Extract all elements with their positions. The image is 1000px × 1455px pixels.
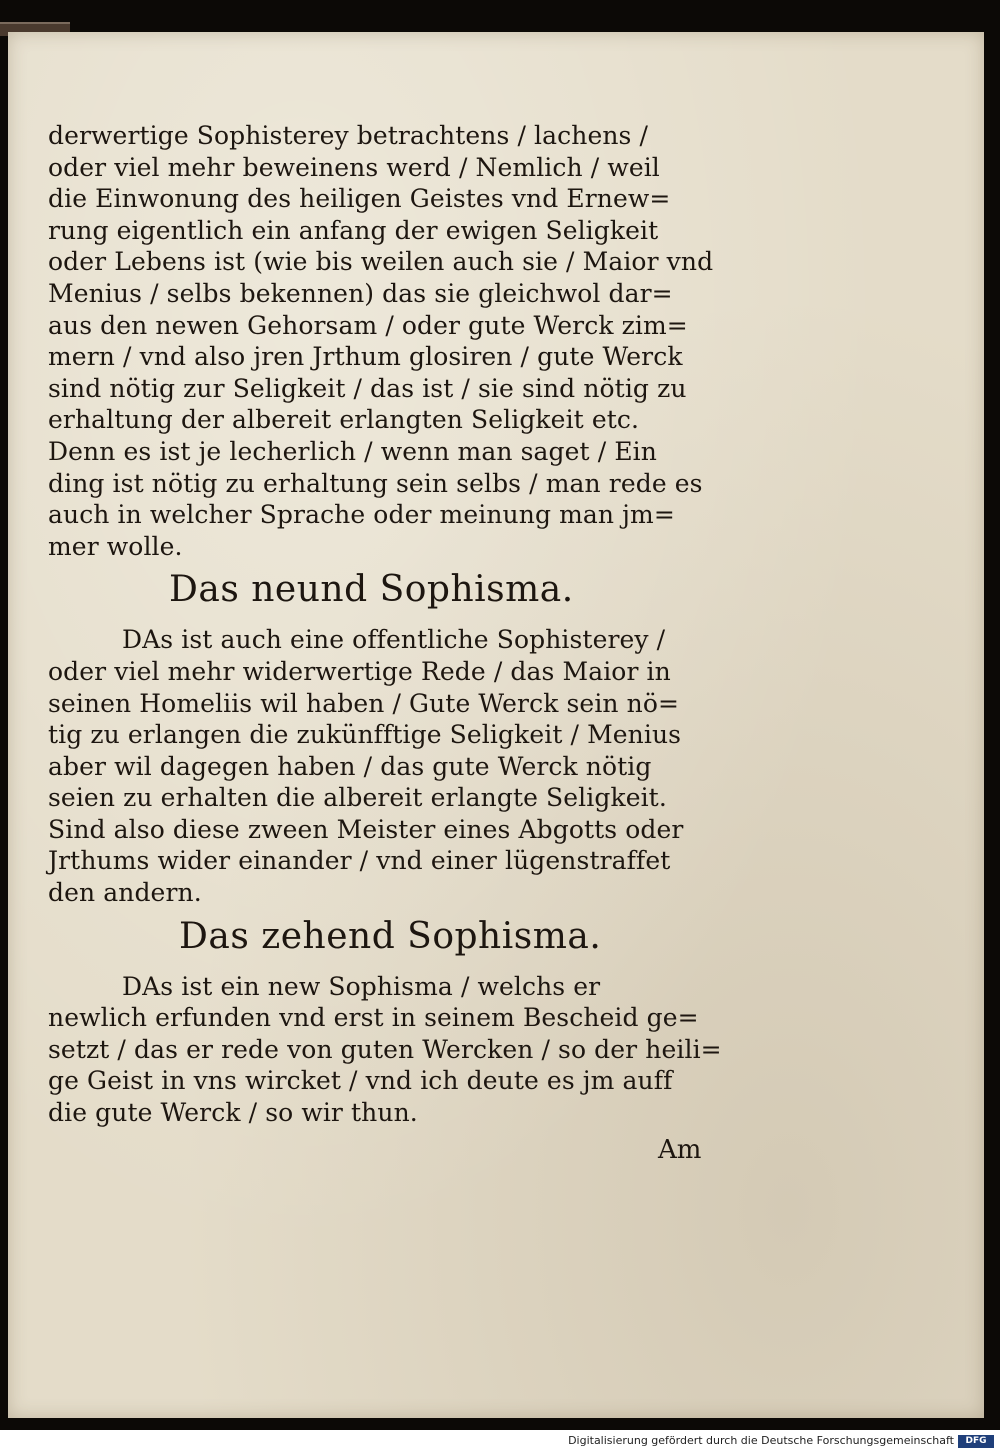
dfg-logo: DFG bbox=[958, 1435, 994, 1448]
text-line: tig zu erlangen die zukünfftige Seligkeit / Menius bbox=[48, 720, 682, 750]
catchword: Am bbox=[658, 1134, 702, 1165]
text-line: seien zu erhalten die albereit erlangte Seligkeit. bbox=[48, 783, 667, 813]
text-line: den andern. bbox=[48, 878, 202, 908]
text-line: Menius / selbs bekennen) das sie gleichwol dar= bbox=[48, 278, 673, 308]
page-text-block bbox=[48, 120, 748, 1175]
text-line: mer wolle. bbox=[48, 531, 183, 561]
text-line: ge Geist in vns wircket / vnd ich deute es jm auff bbox=[48, 1066, 673, 1096]
text-line: auch in welcher Sprache oder meinung man jm= bbox=[48, 500, 675, 530]
text-line: Denn es ist je lecherlich / wenn man saget / Ein bbox=[48, 436, 657, 466]
text-line: derwertige Sophisterey betrachtens / lachens / bbox=[48, 121, 649, 150]
book-page bbox=[8, 32, 984, 1418]
paragraph-2 bbox=[48, 624, 748, 908]
text-line: Sind also diese zween Meister eines Abgotts oder bbox=[48, 814, 684, 844]
section-heading-neund: Das neund Sophisma. bbox=[169, 569, 574, 611]
text-line: mern / vnd also jren Jrthum glosiren / gute Werck bbox=[48, 342, 683, 372]
text-line: oder viel mehr widerwertige Rede / das Maior in bbox=[48, 656, 671, 686]
text-line: oder Lebens ist (wie bis weilen auch sie / Maior vnd bbox=[48, 247, 714, 277]
text-line: rung eigentlich ein anfang der ewigen Seligkeit bbox=[48, 215, 659, 245]
text-line: erhaltung der albereit erlangten Seligkeit etc. bbox=[48, 405, 640, 435]
text-line: oder viel mehr beweinens werd / Nemlich / weil bbox=[48, 152, 660, 182]
digitization-credit: Digitalisierung gefördert durch die Deutsche Forschungsgemeinschaft bbox=[568, 1434, 954, 1447]
text-line: newlich erfunden vnd erst in seinem Bescheid ge= bbox=[48, 1003, 699, 1033]
paragraph-1 bbox=[48, 120, 748, 562]
text-line: sind nötig zur Seligkeit / das ist / sie sind nötig zu bbox=[48, 373, 687, 403]
text-line: DAs ist auch eine offentliche Sophisterey / bbox=[122, 625, 666, 655]
text-line: die Einwonung des heiligen Geistes vnd Ernew= bbox=[48, 184, 671, 214]
text-line: DAs ist ein new Sophisma / welchs er bbox=[122, 971, 601, 1001]
text-line: aber wil dagegen haben / das gute Werck nötig bbox=[48, 751, 652, 781]
text-line: ding ist nötig zu erhaltung sein selbs / man rede es bbox=[48, 468, 703, 498]
section-heading-zehend: Das zehend Sophisma. bbox=[179, 915, 602, 957]
paragraph-3 bbox=[48, 971, 748, 1129]
text-line: setzt / das er rede von guten Wercken / so der heili= bbox=[48, 1034, 722, 1064]
text-line: Jrthums wider einander / vnd einer lügenstraffet bbox=[48, 846, 671, 876]
text-line: aus den newen Gehorsam / oder gute Werck zim= bbox=[48, 310, 688, 340]
catchword-row bbox=[48, 1135, 748, 1175]
text-line: seinen Homeliis wil haben / Gute Werck sein nö= bbox=[48, 688, 680, 718]
text-line: die gute Werck / so wir thun. bbox=[48, 1098, 418, 1128]
